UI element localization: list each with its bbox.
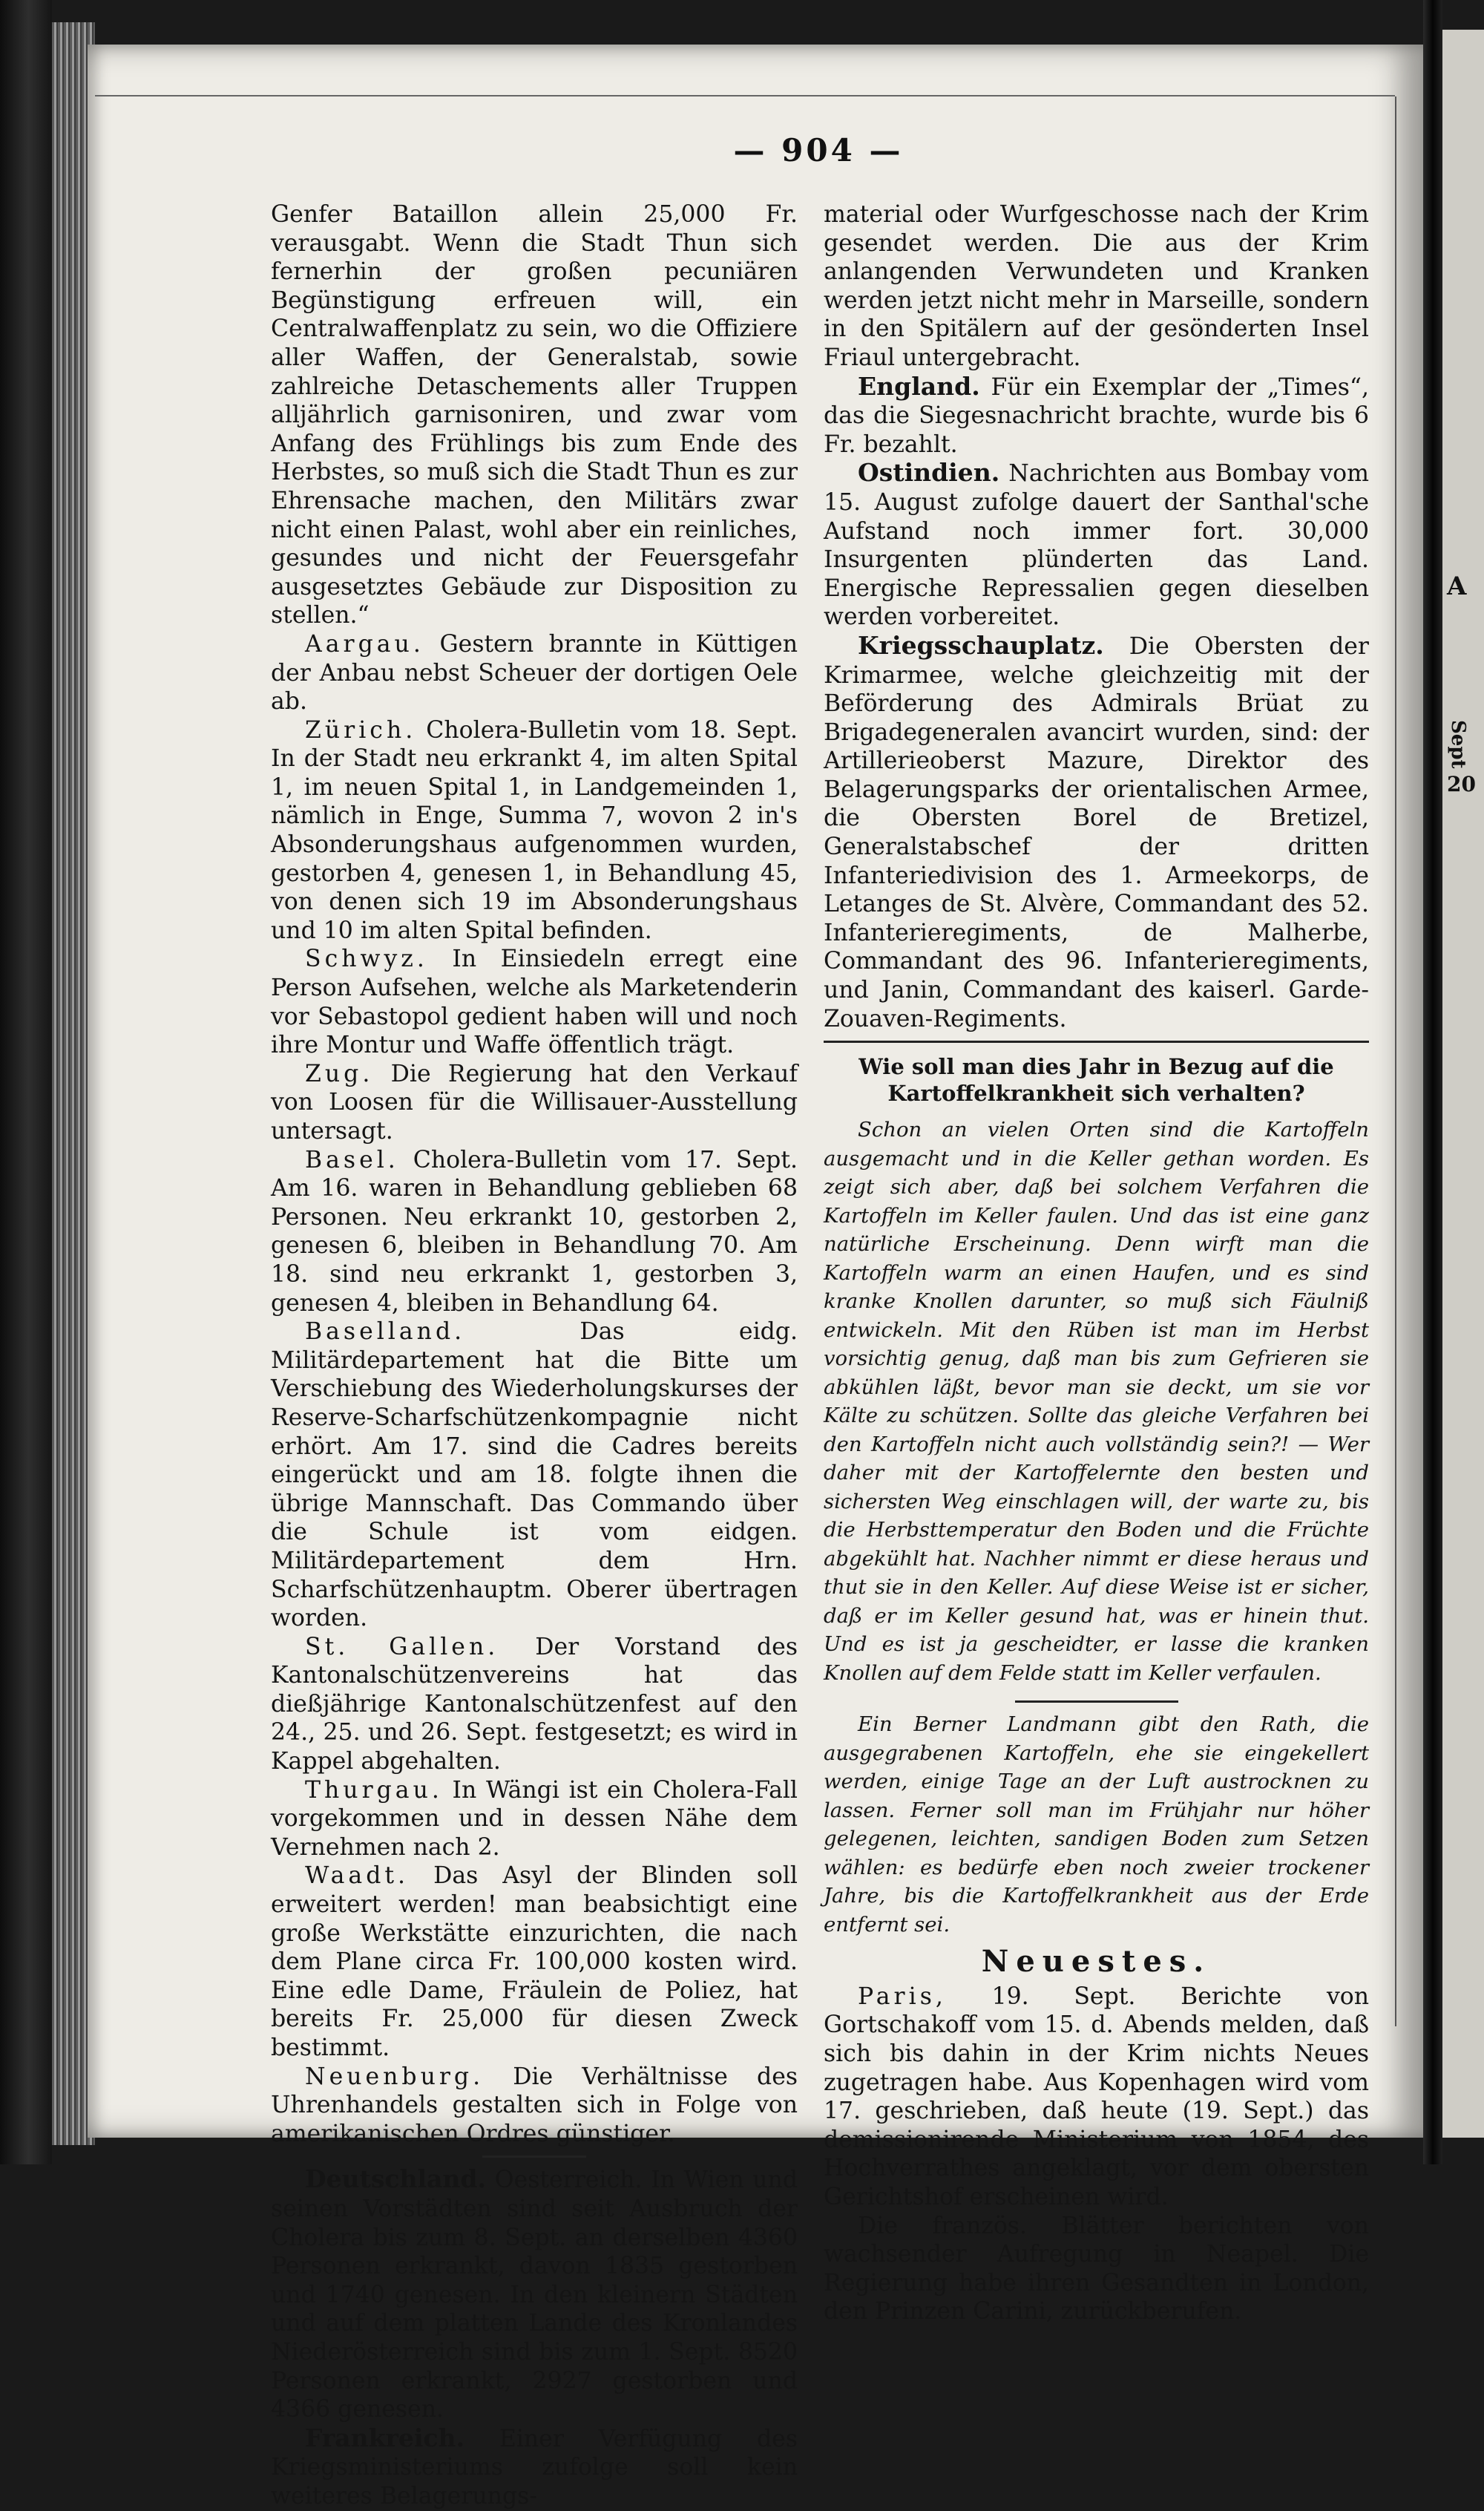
- news-item: [271, 2165, 798, 2423]
- news-item: [271, 1862, 798, 2062]
- canton-name: Zug.: [305, 1060, 374, 1087]
- news-item: [271, 1776, 798, 1862]
- country-heading: Frankreich.: [305, 2423, 464, 2452]
- country-heading: Kriegsschauplatz.: [858, 630, 1104, 660]
- news-text: Oesterreich. In Wien und seinen Vorstädten sind seit Ausbruch der Cholera bis zum 8. Sept. an derselben 4360 Personen erkrankt, davon 1835 gestorben und 1740 genesen. In den kleinern Städten und auf dem platten Lande des Kronlandes Niederösterreich sind bis zum 1. Sept. 8520 Personen erkrankt, 2927 gestorben und 4366 genesen.: [271, 2167, 798, 2423]
- section-rule: [824, 1041, 1369, 1043]
- neuestes-heading: Neuestes.: [981, 1944, 1212, 1980]
- news-text: 19. Sept. Berichte von Gortschakoff vom 15. d. Abends melden, daß sich bis dahin in der Krim nichts Neues zugetragen habe. Aus Kopenhagen wird vom 17. geschrieben, daß heute (19. Sept.) das demissionirende Ministerium von 1854, des Hochverrathes angeklagt, vor dem obersten Gerichtshof erscheinen wird.: [824, 1983, 1369, 2210]
- canton-name: Aargau.: [305, 630, 424, 658]
- page-top-line: [95, 95, 1395, 96]
- canton-name: Neuenburg.: [305, 2063, 485, 2090]
- canton-name: Baselland.: [305, 1318, 466, 1346]
- article-paragraph: [271, 200, 798, 630]
- country-heading: Deutschland.: [305, 2164, 486, 2194]
- news-item: [271, 630, 798, 716]
- news-item: [271, 945, 798, 1059]
- section-rule: [482, 2155, 586, 2158]
- right-column-news: [824, 200, 1369, 1033]
- section-rule: [1015, 1700, 1178, 1703]
- neuestes-section: [824, 1983, 1369, 2326]
- news-text: Gestern brannte in Küttigen der Anbau nebst Scheuer der dortigen Oele ab.: [271, 630, 798, 716]
- canton-name: Zürich.: [305, 716, 417, 744]
- news-text: Für ein Exemplar der „Times“, das die Siegesnachricht brachte, wurde bis 6 Fr. bezahlt.: [824, 373, 1369, 458]
- news-text: Die Verhältnisse des Uhrenhandels gestalten sich in Folge von amerikanischen Ordres günstiger.: [271, 2063, 798, 2147]
- next-page-fragment: Sept: [1447, 720, 1469, 769]
- news-item: [271, 1633, 798, 1776]
- paragraph-text: Genfer Bataillon allein 25,000 Fr. verausgabt. Wenn die Stadt Thun sich fernerhin der großen pecuniären Begünstigung erfreuen will, ein Centralwaffenplatz zu sein, wo die Offiziere aller Waffen, der Generalstab, sowie zahlreiche Detaschements aller Truppen alljährlich garnisoniren, und zwar vom Anfang des Frühlings bis zum Ende des Herbstes, so muß sich die Stadt Thun es zur Ehrensache machen, den Militärs zwar nicht einen Palast, wohl aber ein reinliches, gesundes und nicht der Feuersgefahr ausgesetztes Gebäude zur Disposition zu stellen.“: [271, 201, 798, 629]
- news-text: Einer Verfügung des Kriegsministeriums zufolge soll kein weiteres Belagerungs-: [271, 2425, 798, 2510]
- latest-news-item: [824, 1983, 1369, 2212]
- page-right-line: [1395, 96, 1396, 2026]
- news-item: [824, 373, 1369, 459]
- news-text: Das eidg. Militärdepartement hat die Bitte um Verschiebung des Wiederholungskurses der Reserve-Scharfschützenkompagnie nicht erhört. Am 17. sind die Cadres bereits eingerückt und am 18. folgte ihnen die übrige Mannschaft. Das Commando über die Schule ist vom eidgen. Militärdepartement dem Hrn. Scharfschützenhauptm. Oberer übertragen worden.: [271, 1318, 798, 1632]
- news-text: Nachrichten aus Bombay vom 15. August zufolge dauert der Santhal'sche Aufstand noch immer fort. 30,000 Insurgenten plünderten das Land. Energische Repressalien gegen dieselben werden vorbereitet.: [824, 460, 1369, 631]
- canton-name: Schwyz.: [305, 946, 428, 973]
- latest-news-item: [824, 2212, 1369, 2326]
- dateline: Paris,: [858, 1983, 947, 2010]
- potato-article-text: Schon an vielen Orten sind die Kartoffeln ausgemacht und in die Keller gethan worden. Es zeigt sich aber, daß bei solchem Verfahren die Kartoffeln im Keller faulen. Und das ist eine ganz natürliche Erscheinung. Denn wirft man die Kartoffeln warm an einen Haufen, und es sind kranke Knollen darunter, so muß sich Fäulniß entwickeln. Mit den Rüben ist man im Herbst vorsichtig genug, daß man bis zum Gefrieren sie abkühlen läßt, bevor man sie deckt, um sie vor Kälte zu schützen. Sollte das gleiche Verfahren bei den Kartoffeln nicht auch vollständig sein?! — Wer daher mit der Kartoffelernte den besten und sichersten Weg einschlagen will, der warte zu, bis die Herbsttemperatur den Boden und die Früchte abgekühlt hat. Nachher nimmt er diese heraus und thut sie in den Keller. Auf diese Weise ist er sicher, daß er im Keller gesund hat, was er hinein thut. Und es ist ja gescheidter, er lasse die kranken Knollen auf dem Felde statt im Keller verfaulen.: [824, 1118, 1369, 1685]
- canton-name: Basel.: [305, 1146, 399, 1173]
- news-item: [271, 1146, 798, 1318]
- news-text: In Wängi ist ein Cholera-Fall vorgekommen und in dessen Nähe dem Vernehmen nach 2.: [271, 1776, 798, 1861]
- news-text: Die Obersten der Krimarmee, welche gleichzeitig mit der Beförderung des Admirals Brüat zu Brigadegeneralen avancirt wurden, sind: der Artillerieoberst Mazure, Direktor des Belagerungsparks der orientalischen Armee, die Obersten Borel de Bretizel, Generalstabschef der dritten Infanteriedivision des 1. Armeekorps, de Letanges de St. Alvère, Commandant des 52. Infanterieregiments, de Malherbe, Commandant des 96. Infanterieregiments, und Janin, Commandant des kaiserl. Garde-Zouaven-Regiments.: [824, 632, 1369, 1032]
- canton-name: Waadt.: [305, 1862, 410, 1890]
- news-item: [271, 1060, 798, 1146]
- news-item: [824, 459, 1369, 632]
- book-left-edge: [0, 0, 52, 2164]
- news-item: [824, 632, 1369, 1033]
- article-paragraph: [824, 200, 1369, 373]
- news-item: [271, 716, 798, 946]
- country-heading: England.: [858, 371, 980, 401]
- country-heading: Ostindien.: [858, 458, 1000, 488]
- right-column: [824, 200, 1369, 2326]
- news-item: [271, 1317, 798, 1633]
- paragraph-text: material oder Wurfgeschosse nach der Krim gesendet werden. Die aus der Krim anlangenden Verwundeten und Kranken werden jetzt nicht mehr in Marseille, sondern in den Spitälern auf der gesönderten Insel Friaul untergebracht.: [824, 201, 1369, 371]
- news-text: Cholera-Bulletin vom 17. Sept. Am 16. waren in Behandlung geblieben 68 Personen. Neu erkrankt 10, gestorben 2, genesen 6, bleiben in Behandlung 70. Am 18. sind neu erkrankt 1, gestorben 3, genesen 4, bleiben in Behandlung 64.: [271, 1146, 798, 1317]
- news-item: [271, 2063, 798, 2149]
- canton-name: St. Gallen.: [305, 1633, 499, 1660]
- potato-article-title: Wie soll man dies Jahr in Bezug auf die Kartoffelkrankheit sich verhalten?: [858, 1054, 1334, 1107]
- canton-name: Thurgau.: [305, 1776, 443, 1804]
- news-text: In Einsiedeln erregt eine Person Aufsehen, welche als Marketenderin vor Sebastopol gedient haben will und noch ihre Montur und Waffe öffentlich trägt.: [271, 946, 798, 1059]
- news-text: Das Asyl der Blinden soll erweitert werden! man beabsichtigt eine große Werkstätte einzurichten, die nach dem Plane circa Fr. 100,000 kosten wird. Eine edle Dame, Fräulein de Poliez, hat bereits Fr. 25,000 für diesen Zweck bestimmt.: [271, 1862, 798, 2061]
- next-page-edge: [1442, 30, 1484, 2138]
- next-page-fragment: 20: [1447, 772, 1476, 796]
- next-page-fragment: A: [1447, 572, 1467, 601]
- news-text: Die Regierung hat den Verkauf von Loosen für die Willisauer-Ausstellung untersagt.: [271, 1060, 798, 1145]
- news-text: Die französ. Blätter berichten von wachsender Aufregung in Neapel. Die Regierung habe ihren Gesandten in London, den Prinzen Carini, zurückberufen.: [824, 2212, 1369, 2325]
- page-number: — 904 —: [733, 132, 904, 168]
- news-item: [271, 2424, 798, 2511]
- news-text: Der Vorstand des Kantonalschützenvereins hat das dießjährige Kantonalschützenfest auf den 24., 25. und 26. Sept. festgesetzt; es wird in Kappel abgehalten.: [271, 1633, 798, 1775]
- news-text: Cholera-Bulletin vom 18. Sept. In der Stadt neu erkrankt 4, im alten Spital 1, im neuen Spital 1, in Landgemeinden 1, nämlich in Enge, Summa 7, wovon 2 in's Absonderungshaus aufgenommen wurden, gestorben 4, genesen 1, in Behandlung 45, von denen sich 19 im Absonderungshaus und 10 im alten Spital befinden.: [271, 716, 798, 944]
- berner-advice-text: Ein Berner Landmann gibt den Rath, die ausgegrabenen Kartoffeln, ehe sie eingekellert werden, einige Tage an der Luft austrocknen zu lassen. Ferner soll man im Frühjahr nur höher gelegenen, leichten, sandigen Boden zum Setzen wählen: es bedürfe eben noch zweier trockener Jahre, bis die Kartoffelkrankheit aus der Erde entfernt sei.: [824, 1712, 1369, 1937]
- book-gutter: [1423, 0, 1442, 2164]
